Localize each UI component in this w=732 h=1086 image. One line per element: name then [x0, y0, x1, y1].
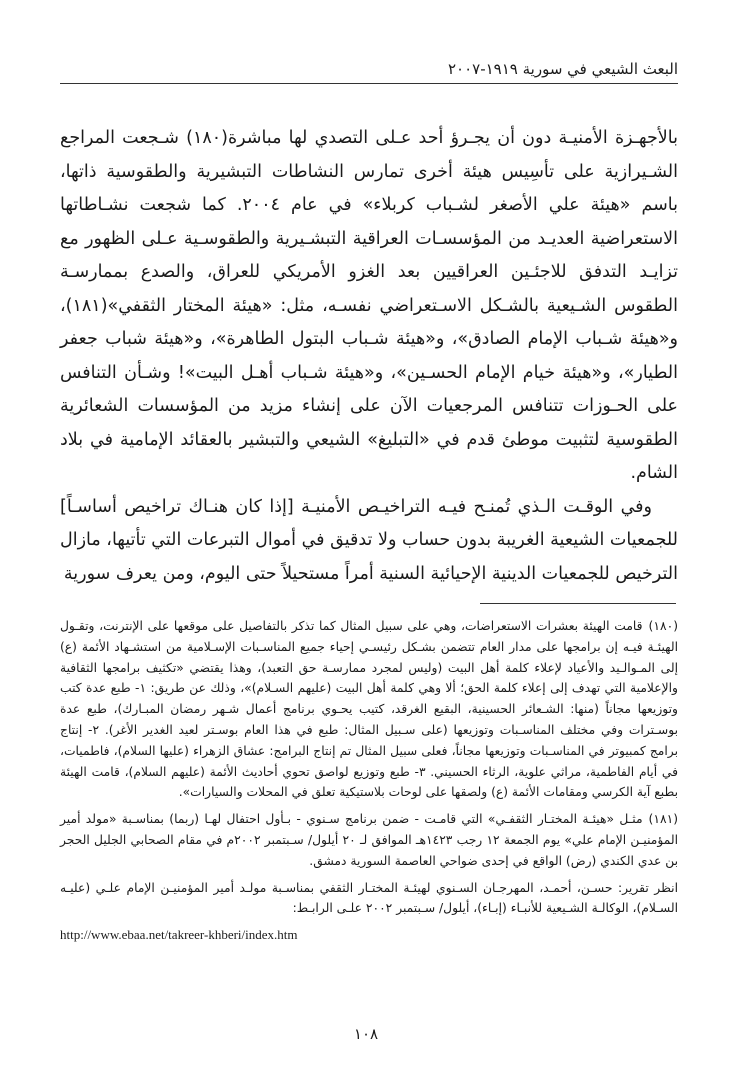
main-text [60, 122, 678, 591]
footnote-link[interactable]: http://www.ebaa.net/takreer-khberi/index.htm [60, 927, 298, 943]
footnote-181 [60, 809, 678, 871]
page-number: ١٠٨ [353, 1025, 379, 1043]
footnote-number: (١٨١) [648, 812, 678, 827]
footnote-number: (١٨٠) [648, 619, 678, 633]
running-header: البعث الشيعي في سورية ١٩١٩-٢٠٠٧ [60, 60, 678, 84]
footnote-divider [480, 603, 676, 604]
footnotes [60, 616, 678, 946]
footnote-text: مثـل «هيئـة المختـار الثقفـي» التي قامـت - ضمن برنامج سـنوي - بـأول احتفال لهـا (ربما) بمناسـبة «مولد أمير المؤمنيـن الإمام علي» يوم الجمعة ١٢ رجب ١٤٢٣هـ الموافق لـ ٢٠ أيلول/ سـبتمبر ٢٠٠٢م في مقام الصحابي الجليل الحجر بن عدي الكندي (رض) الواقع في إحدى ضواحي العاصمة السورية دمشق. [60, 812, 679, 868]
paragraph: وفي الوقـت الـذي تُمنـح فيـه التراخيـص الأمنيـة [إذا كان هنـاك تراخيص أساسـاً] للجمعيات الشيعية الغريبة بدون حساب ولا تدقيق في أموال التبرعات التي تأتيها، مازال الترخيص للجمعيات الدينية الإحيائية السنية أمراً مستحيلاً حتى اليوم، ومن يعرف سورية [60, 496, 678, 584]
footnote-180 [60, 616, 678, 803]
footnote-text: قامت الهيئة بعشرات الاستعراضات، وهي على سبيل المثال كما تذكر بالتفاصيل على موقعها على الإنترنت، وتقـول الهيئـة فيـه إن برامجها على مدار العام تتضمن بشـكل رئيسـي إحياء جميع المناسـبات الإسـلامية من استشـهاد الأئمة (ع) إلى المـوالـيد والأعياد لإعلاء كلمة أهل البيت (وليس لمجرد ممارسـة حق التعبد)، وهذا يقتضي «تكثيف برامجها الثقافية والإعلامية التي تهدف إلى إعلاء كلمة الحق؛ ألا وهي كلمة أهل البيت (عليهم السـلام)»، وذلك عن طريق: ١- طبع عدة كتب وتوزيعها مجاناً (منها: الشـعائر الحسينية، البقيع الغرقد، كتيب يحـوي برنامج أعمال شـهر رمضان المبـارك)، طبع عدة بوسـترات وفي مختلف المناسـبات وتوزيعها (على سـبيل المثال: طبع في هذا العام بوسـتر لعيد الغدير الأغر). ٢- إنتاج برامج كمبيوتر في المناسـبات وتوزيعها مجاناً، فعلى سبيل المثال تم إنتاج البرامج: عشاق الزهراء (عليها السلام)، فاطميات، في أيام الفاطمية، مراثي علوية، الرثاء الحسيني. ٣- طبع وتوزيع لواصق تحوي أحاديث الأئمة (عليهم السلام)، قامت الهيئة بطبع آية الكرسي ومقامات الأئمة (ع) ولصقها على لوحات بلاستيكية تعلق في المحلات والسيارات». [60, 619, 678, 800]
footnote-181-reference: انظر تقرير: حسـن، أحمـد، المهرجـان السـنوي لهيئـة المختـار الثقفي بمناسـبة مولـد أمير المؤمنيـن الإمام علـي (عليـه السـلام)، الوكالـة الشـيعية للأنبـاء (إبـاء)، أيلول/ سـبتمبر ٢٠٠٢ علـى الرابـط: [60, 880, 678, 916]
paragraph: بالأجهـزة الأمنيـة دون أن يجـرؤ أحد عـلى التصدي لها مباشرة(١٨٠) شـجعت المراجع الشـيرازية على تأسِيس هيئة أخرى تمارس النشاطات التبشيرية والطقوسية ذاتها، باسم «هيئة علي الأصغر لشـباب كربلاء» في عام ٢٠٠٤. كما شجعت نشـاطاتها الاستعراضية العديـد من المؤسسـات العراقية التبشـيرية والطقوسـية عـلى الظهور مع تزايـد التدفق للاجئـين العراقيين بعد الغزو الأمريكي للعراق، والصدع بممارسـة الطقوس الشـيعية بالشـكل الاسـتعراضي نفسـه، مثل: «هيئة المختار الثقفي»(١٨١)، و«هيئة شـباب الإمام الصادق»، و«هيئة شـباب البتول الطاهرة»، و«هيئة شباب جعفر الطيار»، و«هيئة خيام الإمام الحسـين»، و«هيئة شـباب أهـل البيت»! وشـأن التنافس على الحـوزات تتنافس المرجعيات الآن على إنشاء مزيد من المؤسسات الشعائرية الطقوسية لتثبيت موطئ قدم في «التبليغ» الشيعي والتبشير بالعقائد الإمامية في بلاد الشام. [60, 128, 678, 483]
